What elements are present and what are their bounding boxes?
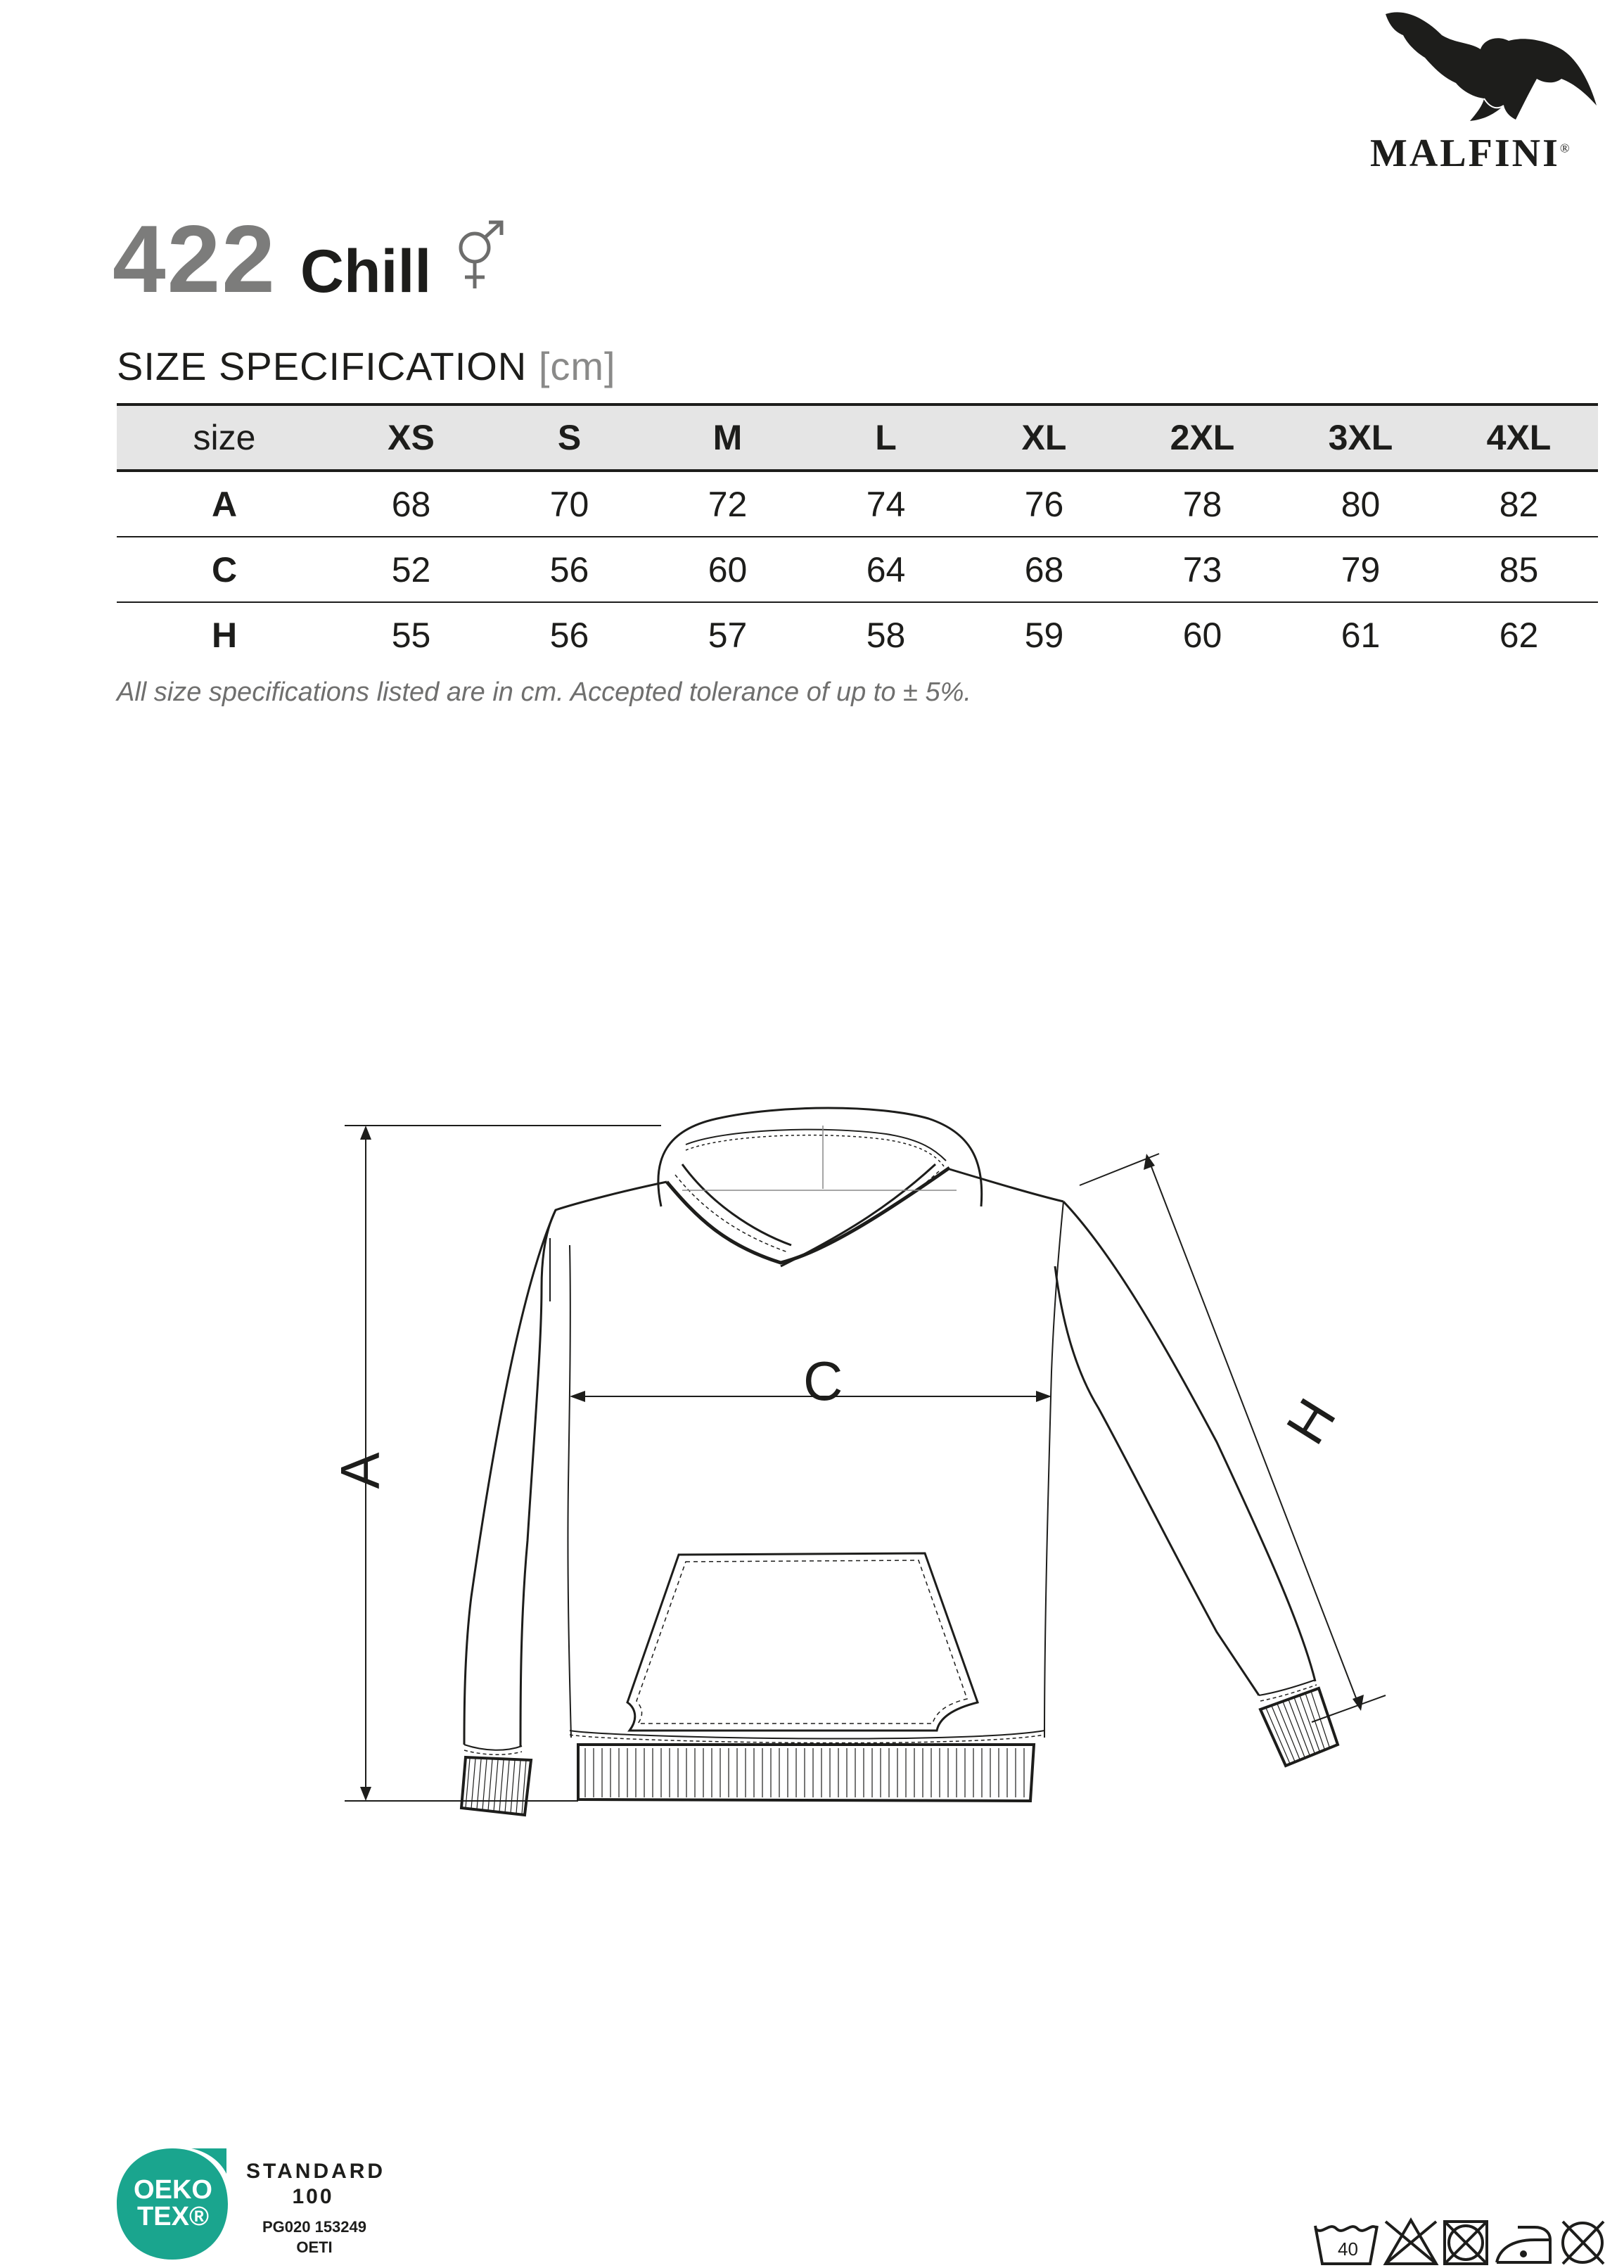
table-cell: 64 <box>866 549 906 590</box>
oeko-tex-badge-text: OEKO TEX® <box>134 2175 212 2231</box>
header-cell: 2XL <box>1170 418 1235 457</box>
no-dry-clean-icon <box>1563 2222 1604 2264</box>
product-number: 422 <box>113 205 276 312</box>
product-name: Chill <box>300 238 432 305</box>
table-cell: 68 <box>1024 549 1064 590</box>
table-cell: 60 <box>708 549 748 590</box>
care-symbols <box>1312 2216 1608 2267</box>
table-row <box>117 603 1598 667</box>
table-cell: 82 <box>1499 484 1539 524</box>
standard-number: 100 <box>292 2185 334 2208</box>
table-cell: 72 <box>708 484 748 524</box>
table-cell: 76 <box>1024 484 1064 524</box>
table-cell: 59 <box>1024 615 1064 655</box>
header-cell: XS <box>388 418 435 457</box>
size-table <box>117 403 1598 667</box>
tolerance-note: All size specifications listed are in cm. Accepted tolerance of up to ± 5%. <box>117 677 971 707</box>
product-title <box>113 204 507 310</box>
table-cell: H <box>211 615 238 655</box>
table-row <box>117 472 1598 537</box>
table-cell: 52 <box>391 549 431 590</box>
certificate-institute: OETI <box>296 2238 333 2256</box>
header-cell: S <box>557 418 582 457</box>
table-cell: 57 <box>708 615 748 655</box>
header-cell: 4XL <box>1486 418 1552 457</box>
size-spec-heading: SIZE SPECIFICATION [cm] <box>117 344 616 388</box>
table-cell: 70 <box>549 484 589 524</box>
iron-low-icon <box>1497 2227 1550 2262</box>
table-row <box>117 537 1598 603</box>
header-cell: L <box>875 418 897 457</box>
oeko-tex-certification <box>114 2146 466 2265</box>
table-cell: 61 <box>1341 615 1381 655</box>
table-cell: 73 <box>1182 549 1222 590</box>
dimension-label-a: A <box>328 1452 391 1489</box>
table-cell: 56 <box>549 549 589 590</box>
table-cell: 79 <box>1341 549 1381 590</box>
table-cell: 80 <box>1341 484 1381 524</box>
table-cell: 68 <box>391 484 431 524</box>
header-cell: XL <box>1021 418 1067 457</box>
hoodie-drawing <box>328 1006 1498 1878</box>
table-header <box>117 403 1598 472</box>
table-cell: 78 <box>1182 484 1222 524</box>
table-cell: 55 <box>391 615 431 655</box>
wash-temperature: 40 <box>1338 2238 1358 2260</box>
dimension-label-h: H <box>1274 1388 1348 1455</box>
certificate-code: PG020 153249 <box>262 2218 367 2236</box>
table-cell: 85 <box>1499 549 1539 590</box>
brand-name: MALFINI® <box>1370 132 1572 175</box>
table-cell: A <box>211 484 238 524</box>
table-cell: C <box>211 549 238 590</box>
malfini-logo <box>1364 0 1604 176</box>
no-bleach-icon <box>1386 2220 1436 2264</box>
header-cell: M <box>712 418 743 457</box>
header-cell: 3XL <box>1328 418 1393 457</box>
table-cell: 60 <box>1182 615 1222 655</box>
header-cell: size <box>193 418 256 457</box>
unisex-icon <box>451 218 507 295</box>
standard-label: STANDARD <box>246 2160 386 2183</box>
table-cell: 62 <box>1499 615 1539 655</box>
eagle-icon <box>1364 0 1604 134</box>
table-cell: 58 <box>866 615 906 655</box>
table-cell: 74 <box>866 484 906 524</box>
no-tumble-dry-icon <box>1445 2222 1487 2264</box>
dimension-label-c: C <box>803 1350 843 1412</box>
table-cell: 56 <box>549 615 589 655</box>
